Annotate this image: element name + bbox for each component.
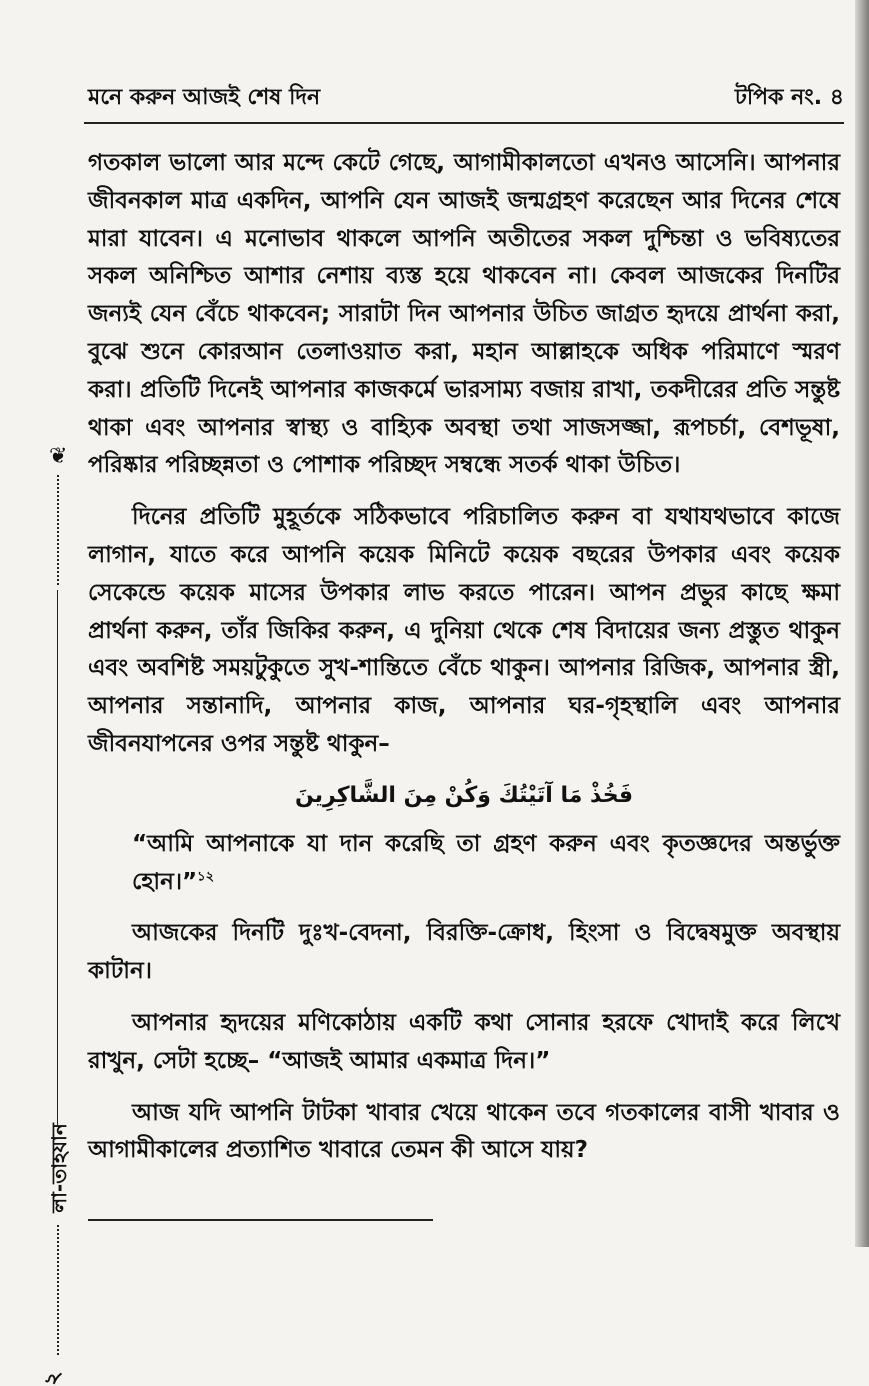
paragraph-4: আপনার হৃদয়ের মণিকোঠায় একটি কথা সোনার হরফে খোদাই করে লিখে রাখুন, সেটা হচ্ছে– “আজই আমার একমাত্র দিন।” xyxy=(88,1009,840,1074)
arabic-verse: فَخُذْ مَا آتَيْتُكَ وَكُنْ مِنَ الشَّاكِرِينَ xyxy=(294,782,634,808)
paragraph-3: আজকের দিনটি দুঃখ-বেদনা, বিরক্তি-ক্রোধ, হিংসা ও বিদ্বেষমুক্ত অবস্থায় কাটান। xyxy=(88,920,840,985)
quote-text: “আমি আপনাকে যা দান করেছি তা গ্রহণ করুন এবং কৃতজ্ঞদের অন্তর্ভুক্ত হোন।” xyxy=(132,830,840,895)
dotted-line xyxy=(57,1225,59,1355)
dotted-line xyxy=(57,475,59,585)
footnote-divider xyxy=(88,1219,433,1221)
leaf-ornament-icon: ❦ xyxy=(49,444,68,469)
page-body xyxy=(88,145,840,1184)
page-edge-shadow xyxy=(855,0,869,1247)
running-header xyxy=(88,80,844,114)
header-divider xyxy=(84,122,844,124)
book-title-vertical: লা-তাহযান xyxy=(47,1123,71,1213)
topic-number: টপিক নং. ৪ xyxy=(734,85,844,110)
paragraph-2: দিনের প্রতিটি মুহূর্তকে সঠিকভাবে পরিচালিত করুন বা যথাযথভাবে কাজে লাগান, যাতে করে আপনি কয়েক মিনিটে কয়েক বছরের উপকার এবং কয়েক সেকেন্ডে কয়েক মাসের উপকার লাভ করতে পারেন। আপন প্রভুর কাছে ক্ষমা প্রার্থনা করুন, তাঁর জিকির করুন, এ দুনিয়া থেকে শেষ বিদায়ের জন্য প্রস্তুত থাকুন এবং অবশিষ্ট সময়টুকুতে সুখ-শান্তিতে বেঁচে থাকুন। আপনার রিজিক, আপনার স্ত্রী, আপনার সন্তানাদি, আপনার কাজ, আপনার ঘর-গৃহস্থালি এবং আপনার জীবনযাপনের ওপর সন্তুষ্ট থাকুন– xyxy=(88,504,840,757)
vertical-rule xyxy=(57,590,58,1125)
paragraph-5: আজ যদি আপনি টাটকা খাবার খেয়ে থাকেন তবে গতকালের বাসী খাবার ও আগামীকালের প্রত্যাশিত খাবারে তেমন কী আসে যায়? xyxy=(88,1099,840,1164)
paragraph-1: গতকাল ভালো আর মন্দে কেটে গেছে, আগামীকালতো এখনও আসেনি। আপনার জীবনকাল মাত্র একদিন, আপনি যেন আজই জন্মগ্রহণ করেছেন আর দিনের শেষে মারা যাবেন। এ মনোভাব থাকলে আপনি অতীতের সকল দুশ্চিন্তা ও ভবিষ্যতের সকল অনিশ্চিত আশার নেশায় ব্যস্ত হয়ে থাকবেন না। কেবল আজকের দিনটির জন্যই যেন বেঁচে থাকবেন; সারাটা দিন আপনার উচিত জাগ্রত হৃদয়ে প্রার্থনা করা, বুঝে শুনে কোরআন তেলাওয়াত করা, মহান আল্লাহকে অধিক পরিমাণে স্মরণ করা। প্রতিটি দিনেই আপনার কাজকর্মে ভারসাম্য বজায় রাখা, তকদীরের প্রতি সন্তুষ্ট থাকা এবং আপনার স্বাস্থ্য ও বাহ্যিক অবস্থা তথা সাজসজ্জা, রূপচর্চা, বেশভূষা, পরিষ্কার পরিচ্ছন্নতা ও পোশাক পরিচ্ছদ সম্বন্ধে সতর্ক থাকা উচিত। xyxy=(88,150,840,479)
page-number: ২ xyxy=(40,1371,66,1386)
footnote-marker: ১২ xyxy=(197,868,215,884)
chapter-title: মনে করুন আজই শেষ দিন xyxy=(88,85,321,110)
side-ornament xyxy=(40,444,71,1386)
verse-translation xyxy=(88,826,840,902)
